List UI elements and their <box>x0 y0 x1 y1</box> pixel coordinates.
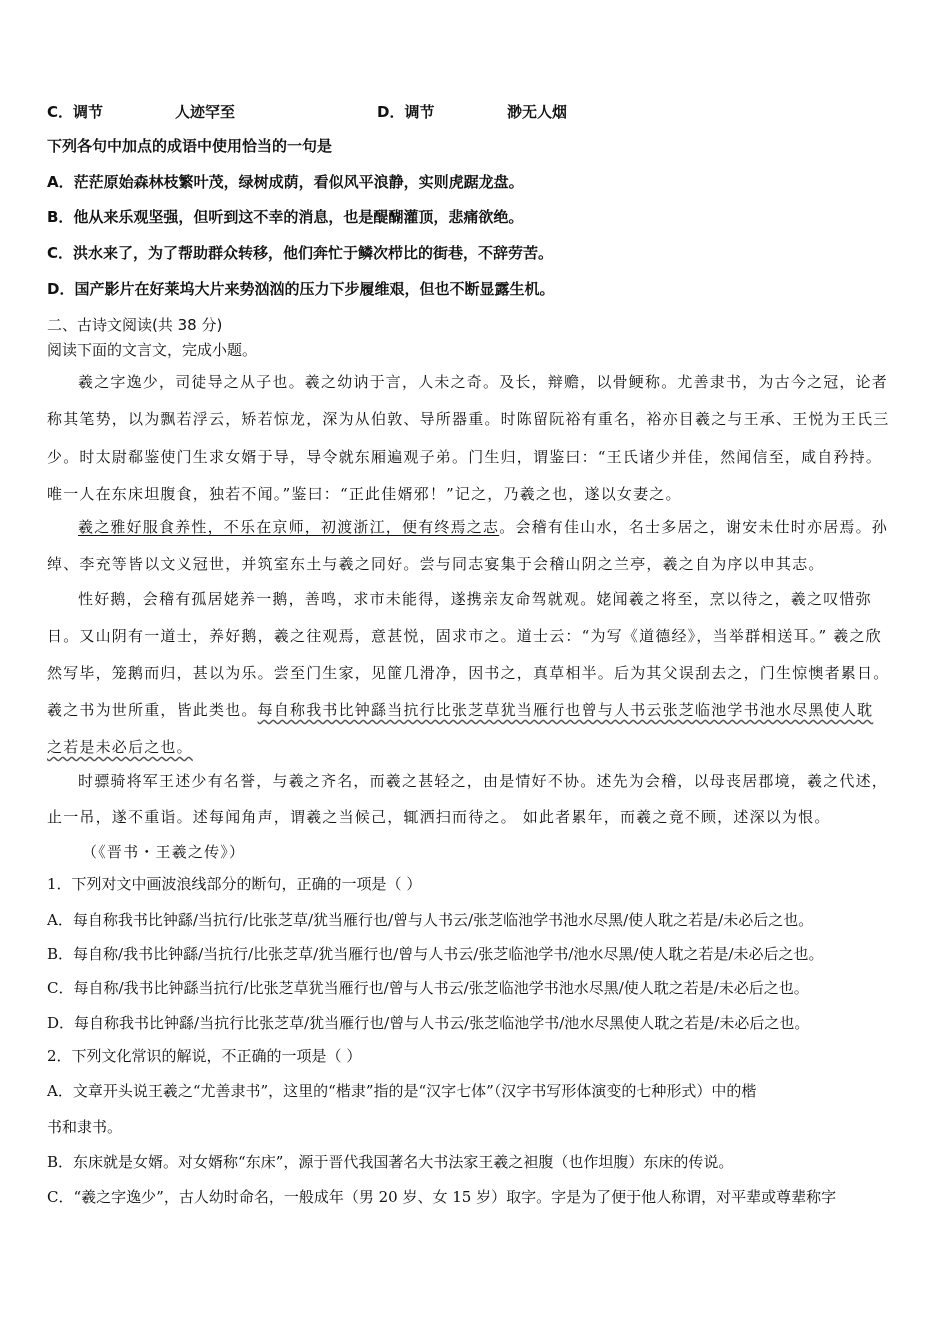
passage-p2-line2: 绰、李充等皆以文义冠世，并筑室东土与羲之同好。尝与同志宴集于会稽山阴之兰亭，羲之自为序以申其志。 <box>47 555 825 573</box>
passage-p1-line4: 唯一人在东床坦腹食，独若不闻。”鉴曰：“正此佳婿邪！”记之，乃羲之也，遂以女妻之。 <box>47 485 682 503</box>
underlined-sentence: 羲之雅好服食养性，不乐在京师，初渡浙江，便有终焉之志 <box>78 518 500 536</box>
passage-p3-line3: 然写毕，笼鹅而归，甚以为乐。尝至门生家，见篚几滑净，因书之，真草相半。后为其父误刮去之，门生惊懊者累日。 <box>47 664 890 682</box>
wavy-underlined-text: 每自称我书比钟繇当抗行比张芝草犹当雁行也曾与人书云张芝临池学书池水尽黑使人耽 <box>257 701 874 719</box>
passage-source: （《晋书・王羲之传》） <box>82 843 246 861</box>
idiom-option-c: C．洪水来了，为了帮助群众转移，他们奔忙于鳞次栉比的街巷，不辞劳苦。 <box>47 244 554 262</box>
q2-option-c: C．“羲之字逸少”，古人幼时命名，一般成年（男 20 岁、女 15 岁）取字。字是为了便于他人称谓，对平辈或尊辈称字 <box>47 1188 837 1206</box>
option-d-word: 渺无人烟 <box>507 103 568 121</box>
idiom-question-stem: 下列各句中加点的成语中使用恰当的一句是 <box>47 137 333 155</box>
passage-p3-line5 <box>47 737 910 757</box>
idiom-option-b: B．他从来乐观坚强，但听到这不幸的消息，也是醍醐灌顶，悲痛欲绝。 <box>47 208 524 226</box>
idiom-option-a: A．茫茫原始森林枝繁叶茂，绿树成荫，看似风平浪静，实则虎踞龙盘。 <box>47 173 524 191</box>
passage-p1-line2: 称其笔势，以为飘若浮云，矫若惊龙，深为从伯敦、导所器重。时陈留阮裕有重名，裕亦目羲之与王承、王悦为王氏三 <box>47 410 890 428</box>
passage-p4-line2: 止一吊，遂不重诣。述每闻角声，谓羲之当候己，辄洒扫而待之。 如此者累年，而羲之竟不顾，述深以为恨。 <box>47 808 831 826</box>
idiom-option-d: D．国产影片在好莱坞大片来势汹汹的压力下步履维艰，但也不断显露生机。 <box>47 280 555 298</box>
q2-option-b: B．东床就是女婿。对女婿称“东床”，源于晋代我国著名大书法家王羲之袒腹（也作坦腹）东床的传说。 <box>47 1153 734 1171</box>
q2-stem: 2．下列文化常识的解说，不正确的一项是（ ） <box>47 1047 362 1065</box>
option-c-word: 人迹罕至 <box>175 103 236 121</box>
section-heading: 二、古诗文阅读(共 38 分) <box>47 316 223 334</box>
q2-option-a-line2: 书和隶书。 <box>47 1118 123 1136</box>
q1-stem: 1．下列对文中画波浪线部分的断句，正确的一项是（ ） <box>47 875 422 893</box>
passage-p3-line4 <box>47 700 910 720</box>
q2-option-a-line1: A．文章开头说王羲之“尤善隶书”，这里的“楷隶”指的是“汉字七体”（汉字书写形体演变的七种形式）中的楷 <box>47 1082 757 1100</box>
passage-p2-line1 <box>78 517 910 537</box>
wavy-underlined-text-end: 之若是未必后之也。 <box>47 738 193 756</box>
option-c-label: C．调节 <box>47 103 104 121</box>
passage-p2-line1-rest: 。会稽有佳山水，名士多居之，谢安未仕时亦居焉。孙 <box>499 518 889 536</box>
passage-p1-line1: 羲之字逸少，司徒导之从子也。羲之幼讷于言，人未之奇。及长，辩赡，以骨鲠称。尤善隶书，为古今之冠，论者 <box>78 373 889 391</box>
passage-p4-line1: 时骠骑将军王述少有名誉，与羲之齐名，而羲之甚轻之，由是情好不协。述先为会稽，以母丧居郡境，羲之代述， <box>78 772 889 790</box>
passage-p1-line3: 少。时太尉郗鉴使门生求女婿于导，导令就东厢遍观子弟。门生归，谓鉴曰：“王氏诸少并佳，然闻信至，咸自矜持。 <box>47 448 883 466</box>
passage-p3-line2: 日。又山阴有一道士，养好鹅，羲之往观焉，意甚悦，固求市之。道士云：“为写《道德经》，当举群相送耳。” 羲之欣 <box>47 627 882 645</box>
q1-option-d: D．每自称我书比钟繇/当抗行比张芝草/犹当雁行也/曾与人书云/张芝临池学书/池水尽黑使人耽之若是/未必后之也。 <box>47 1014 810 1032</box>
q1-option-c: C．每自称/我书比钟繇当抗行/比张芝草犹当雁行也/曾与人书云/张芝临池学书池水尽黑/使人耽之若是/未必后之也。 <box>47 979 809 997</box>
q1-option-a: A．每自称我书比钟繇/当抗行/比张芝草/犹当雁行也/曾与人书云/张芝临池学书池水尽黑/使人耽之若是/未必后之也。 <box>47 911 814 929</box>
section-instruction: 阅读下面的文言文，完成小题。 <box>47 341 258 359</box>
option-d-label: D．调节 <box>377 103 435 121</box>
passage-p3-line1: 性好鹅，会稽有孤居姥养一鹅，善鸣，求市未能得，遂携亲友命驾就观。姥闻羲之将至，烹以待之，羲之叹惜弥 <box>78 590 872 608</box>
q1-option-b: B．每自称/我书比钟繇/当抗行/比张芝草/犹当雁行也/曾与人书云/张芝临池学书/池水尽黑/使人耽之若是/未必后之也。 <box>47 945 824 963</box>
passage-p3-line4-start: 羲之书为世所重，皆此类也。 <box>47 701 258 719</box>
